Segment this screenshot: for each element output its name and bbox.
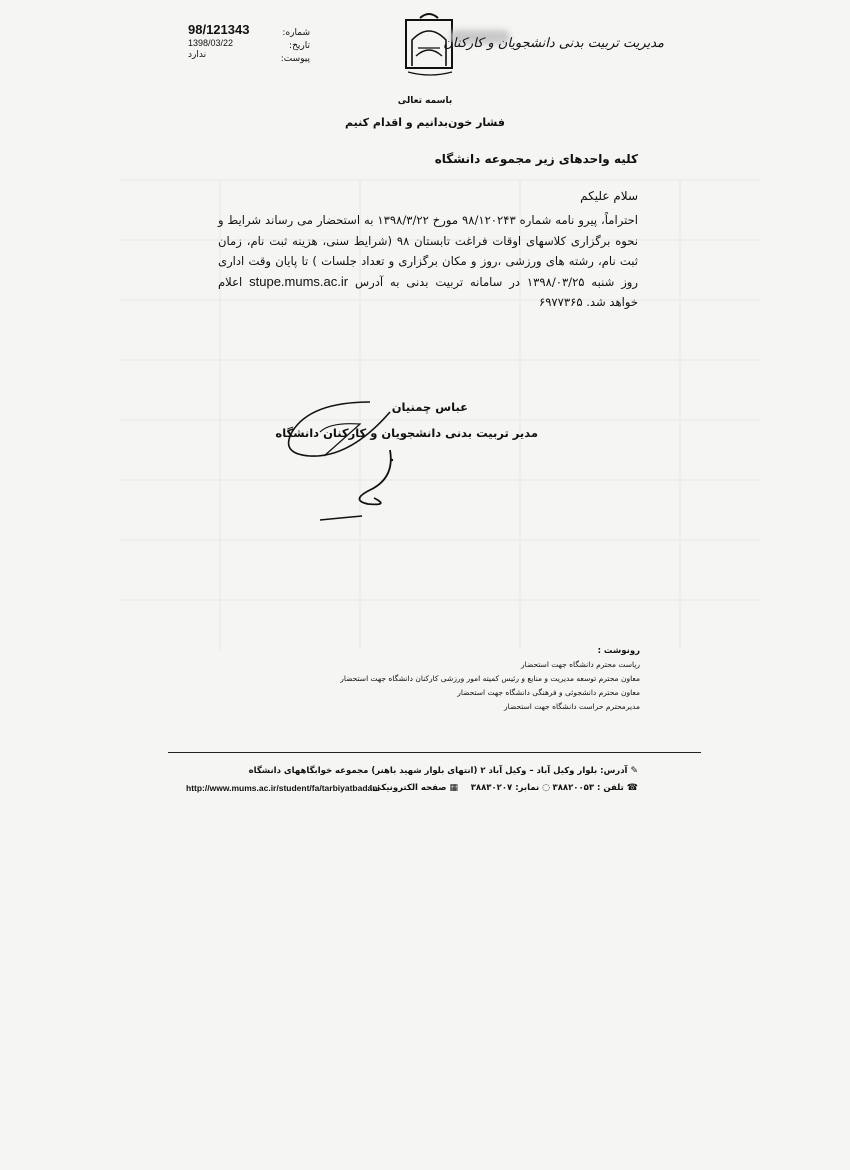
body-main: احتراماً، پیرو نامه شماره ۹۸/۱۲۰۲۴۳ مورخ ۱۳۹۸/۳/۲۲ به استحضار می رساند شرایط و نحوه برگزاری کلاسهای اوقات فراغت تابستان ۹۸ (شرایط سنی، هزینه ثبت نام، زمان ثبت نام، رشته های ورزشی ،روز و مکان برگزاری و تعداد جلسات ) تا پایان وقت اداری روز شنبه ۱۳۹۸/۰۳/۲۵ در سامانه تربیت بدنی به آدرس xyxy=(218,213,639,289)
recipient: کلیه واحدهای زیر مجموعه دانشگاه xyxy=(434,152,638,166)
letter-number: 98/121343 xyxy=(188,22,250,37)
label-attachment: پیوست: xyxy=(280,54,310,64)
footer-website-url[interactable]: http://www.mums.ac.ir/student/fa/tarbiyatbadani xyxy=(186,783,380,793)
greeting: سلام علیکم xyxy=(580,189,638,203)
cc-item: معاون محترم دانشجوئی و فرهنگی دانشگاه جهت استحضار xyxy=(457,688,640,697)
signer-title: مدیر تربیت بدنی دانشجویان و کارکنان دانشگاه xyxy=(275,426,538,440)
cc-item: ریاست محترم دانشگاه جهت استحضار xyxy=(521,660,640,669)
footer-phone-text: تلفن : ۳۸۸۲۰۰۵۳ xyxy=(552,783,624,793)
body-phone: ۶۹۷۷۳۶۵ xyxy=(538,295,583,309)
footer-website-label-text: صفحه الکترونیکی: xyxy=(369,783,447,793)
cc-heading: رونوشت : xyxy=(597,646,640,656)
body-end: اعلام خواهد شد. xyxy=(218,274,638,309)
attachment-value: ندارد xyxy=(188,50,207,60)
footer-fax xyxy=(471,783,550,793)
phone-icon: ☎ xyxy=(626,783,638,793)
slogan: فشار خون‌بدانیم و اقدام کنیم xyxy=(345,116,505,129)
footer-fax-text: نمابر: ۳۸۸۳۰۲۰۷ xyxy=(470,783,540,793)
fax-icon: ◌ xyxy=(542,783,550,793)
letter-date: 1398/03/22 xyxy=(188,38,234,48)
pen-icon: ✎ xyxy=(630,766,638,776)
cc-item: مدیرمحترم حراست دانشگاه جهت استحضار xyxy=(503,702,640,711)
department-title: مدیریت تربیت بدنی دانشجویان و کارکنان xyxy=(443,36,664,51)
footer-divider xyxy=(168,752,701,753)
handwritten-signature xyxy=(270,392,420,532)
letter-body xyxy=(218,210,638,313)
cc-item: معاون محترم توسعه مدیریت و منابع و رئیس کمیته امور ورزشی کارکنان دانشگاه جهت استحضار xyxy=(340,674,640,683)
footer-website-label xyxy=(369,783,458,793)
website-link[interactable]: stupe.mums.ac.ir xyxy=(249,273,349,289)
label-date: تاریخ: xyxy=(289,41,310,51)
meta-labels xyxy=(262,27,310,66)
footer-address xyxy=(249,766,638,776)
footer-phone xyxy=(553,783,638,793)
bismillah: باسمه تعالی xyxy=(397,96,453,106)
signer-name: عباس چمنیان xyxy=(391,400,468,414)
label-number: شماره: xyxy=(282,28,310,38)
web-icon: ▦ xyxy=(449,783,458,793)
footer-address-text: آدرس: بلوار وکیل آباد – وکیل آباد ۲ (انتهای بلوار شهید باهنر) مجموعه خوابگاههای دانشگاه xyxy=(248,766,628,776)
